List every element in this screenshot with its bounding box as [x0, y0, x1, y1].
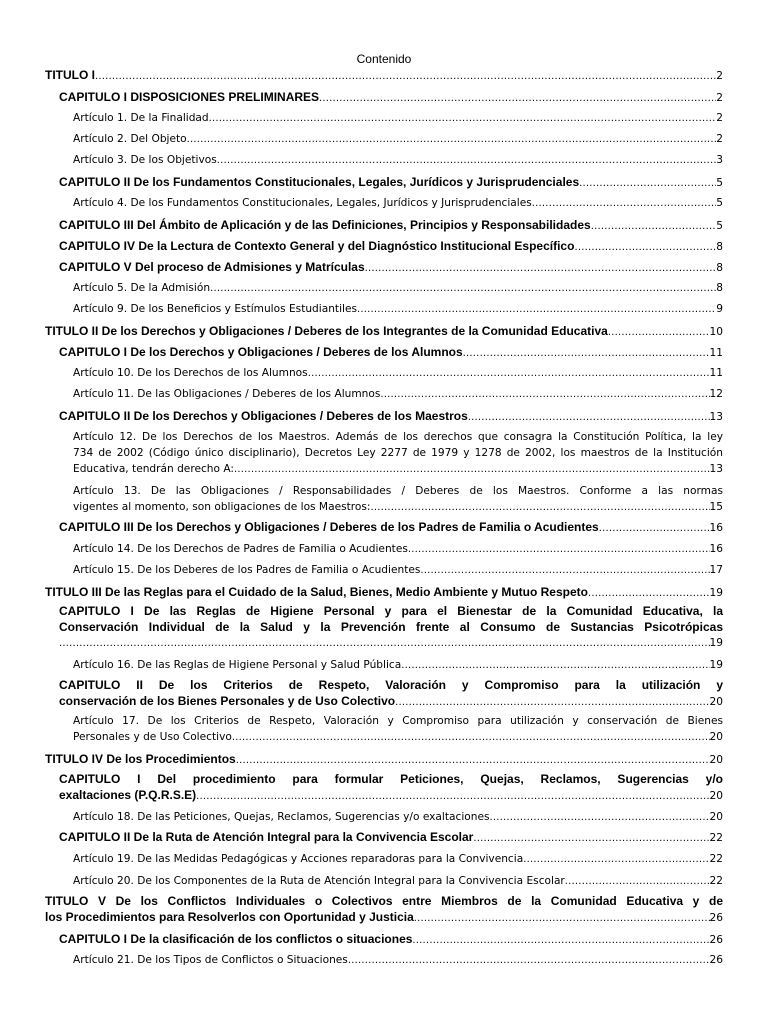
- toc-entry-title: CAPITULO II De los Fundamentos Constitucionales, Legales, Jurídicos y Jurisprudenciales: [59, 175, 580, 189]
- toc-entry-articulo[interactable]: [73, 873, 723, 890]
- dot-leader: [196, 789, 709, 805]
- toc-page-number: 13: [709, 411, 723, 423]
- toc-entry-title-line: CAPITULO I De las Reglas de Higiene Personal y para el Bienestar de la Comunidad Educativa, la: [59, 604, 723, 618]
- toc-entry-capitulo[interactable]: [59, 408, 723, 426]
- dot-leader: [370, 500, 709, 516]
- toc-entry-capitulo[interactable]: [59, 217, 723, 235]
- toc-page-number: 5: [716, 177, 723, 189]
- toc-page-number: 5: [716, 220, 723, 232]
- toc-entry-capitulo[interactable]: [59, 89, 723, 107]
- dot-leader: [579, 176, 716, 192]
- toc-entry-articulo[interactable]: [73, 562, 723, 579]
- toc-page-number: 26: [709, 912, 723, 924]
- toc-entry-title-line: Conservación Individual de la Salud y la Prevención frente al Consumo de Sustancias Psicotrópicas: [59, 620, 723, 634]
- toc-entry-capitulo[interactable]: [59, 771, 723, 805]
- dot-leader: [532, 196, 716, 212]
- dot-leader: [412, 933, 709, 949]
- dot-leader: [414, 911, 710, 927]
- toc-page-number: 19: [709, 587, 723, 599]
- toc-entry-title: Artículo 14. De los Derechos de Padres de Familia o Acudientes: [73, 543, 408, 555]
- toc-entry-title: TITULO IV De los Procedimientos: [45, 752, 236, 766]
- toc-entry-title-line: Artículo 17. De los Criterios de Respeto, Valoración y Compromiso para utilización y conservación de Bienes: [73, 715, 723, 727]
- toc-entry-title: Artículo 19. De las Medidas Pedagógicas y Acciones reparadoras para la Convivencia: [73, 853, 524, 865]
- dot-leader: [348, 953, 710, 969]
- dot-leader: [95, 69, 716, 85]
- toc-entry-capitulo[interactable]: [59, 603, 723, 652]
- toc-entry-articulo[interactable]: [73, 110, 723, 127]
- toc-entry-articulo[interactable]: [73, 152, 723, 169]
- toc-entry-articulo[interactable]: [73, 131, 723, 148]
- toc-entry-title: Artículo 2. Del Objeto: [73, 133, 187, 145]
- toc-page-number: 9: [716, 303, 723, 315]
- toc-entry-title: CAPITULO III Del Ámbito de Aplicación y de las Definiciones, Principios y Responsabilidades: [59, 218, 591, 232]
- toc-entry-title-line: Personales y de Uso Colectivo: [73, 731, 232, 743]
- toc-page-number: 10: [709, 326, 723, 338]
- toc-page-number: 22: [709, 832, 723, 844]
- toc-entry-articulo[interactable]: [73, 483, 723, 516]
- toc-entry-articulo[interactable]: [73, 386, 723, 403]
- toc-page-number: 20: [709, 731, 723, 743]
- toc-entry-title-line: TITULO V De los Conflictos Individuales o Colectivos entre Miembros de la Comunidad Educativa y de: [45, 894, 723, 908]
- toc-entry-articulo[interactable]: [73, 365, 723, 382]
- toc-page-number: 20: [709, 811, 723, 823]
- toc-entry-capitulo[interactable]: [59, 829, 723, 847]
- toc-page-number: 20: [709, 696, 723, 708]
- toc-entry-title: TITULO I: [45, 68, 95, 82]
- toc-page-number: 22: [709, 853, 723, 865]
- toc-entry-capitulo[interactable]: [59, 344, 723, 362]
- toc-entry-title: CAPITULO I De la clasificación de los conflictos o situaciones: [59, 932, 413, 946]
- dot-leader: [209, 111, 717, 127]
- toc-entry-title: Artículo 18. De las Peticiones, Quejas, Reclamos, Sugerencias y/o exaltaciones: [73, 811, 490, 823]
- toc-entry-title-line: exaltaciones (P.Q.R.S.E): [59, 788, 197, 802]
- toc-entry-title: CAPITULO II De los Derechos y Obligaciones / Deberes de los Maestros: [59, 409, 468, 423]
- toc-entry-title: CAPITULO IV De la Lectura de Contexto General y del Diagnóstico Institucional Específico: [59, 239, 575, 253]
- toc-page-number: 2: [716, 70, 723, 82]
- toc-page-number: 20: [709, 754, 723, 766]
- toc-entry-title: Artículo 10. De los Derechos de los Alumnos: [73, 367, 308, 379]
- toc-page-number: 8: [716, 241, 723, 253]
- toc-entry-title-line: conservación de los Bienes Personales y de Uso Colectivo: [59, 694, 396, 708]
- toc-page-number: 15: [709, 501, 723, 513]
- dot-leader: [187, 132, 717, 148]
- toc-page-number: 19: [709, 659, 723, 671]
- toc-entry-articulo[interactable]: [73, 280, 723, 297]
- toc-page-number: 2: [716, 92, 723, 104]
- toc-entry-title: Artículo 3. De los Objetivos: [73, 154, 217, 166]
- dot-leader: [574, 240, 716, 256]
- toc-entry-articulo[interactable]: [73, 195, 723, 212]
- toc-entry-title: Artículo 20. De los Componentes de la Ruta de Atención Integral para la Convivencia Escolar: [73, 875, 565, 887]
- toc-entry-title: CAPITULO II De la Ruta de Atención Integral para la Convivencia Escolar: [59, 830, 474, 844]
- toc-entry-capitulo[interactable]: [59, 931, 723, 949]
- dot-leader: [408, 542, 710, 558]
- toc-entry-articulo[interactable]: [73, 429, 723, 478]
- toc-entry-capitulo[interactable]: [59, 174, 723, 192]
- toc-entry-title-line: Educativa, tendrán derecho A:: [73, 463, 234, 475]
- toc-page-number: 11: [709, 347, 723, 359]
- toc-entry-title: Artículo 16. De las Reglas de Higiene Personal y Salud Pública: [73, 659, 402, 671]
- dot-leader: [380, 387, 709, 403]
- toc-entry-articulo[interactable]: [73, 657, 723, 674]
- toc-page-number: 26: [709, 934, 723, 946]
- toc-entry-articulo[interactable]: [73, 952, 723, 969]
- dot-leader: [591, 219, 717, 235]
- toc-entry-title-line: Artículo 12. De los Derechos de los Maestros. Además de los derechos que consagra la Constitución Política, la ley: [73, 431, 723, 443]
- toc-entry-titulo[interactable]: [45, 893, 723, 927]
- toc-entry-title: TITULO III De las Reglas para el Cuidado de la Salud, Bienes, Medio Ambiente y Mutuo Respeto: [45, 585, 588, 599]
- toc-entry-titulo[interactable]: [45, 751, 723, 769]
- toc-entry-capitulo[interactable]: [59, 259, 723, 277]
- dot-leader: [236, 753, 710, 769]
- toc-page-number: 5: [716, 197, 723, 209]
- dot-leader: [234, 462, 710, 478]
- dot-leader: [395, 695, 709, 711]
- dot-leader: [473, 831, 709, 847]
- toc-entry-title-line: Artículo 13. De las Obligaciones / Responsabilidades / Deberes de los Maestros. Conforme a las normas: [73, 485, 723, 497]
- dot-leader: [490, 810, 710, 826]
- toc-page-number: 22: [709, 875, 723, 887]
- dot-leader: [599, 521, 710, 537]
- toc-entry-articulo[interactable]: [73, 851, 723, 868]
- dot-leader: [565, 874, 710, 890]
- toc-entry-title-line: CAPITULO I Del procedimiento para formular Peticiones, Quejas, Reclamos, Sugerencias y/o: [59, 772, 723, 786]
- dot-leader: [210, 281, 716, 297]
- toc-entry-titulo[interactable]: [45, 584, 723, 602]
- dot-leader: [319, 91, 716, 107]
- toc-page-number: 11: [709, 367, 723, 379]
- dot-leader: [357, 302, 716, 318]
- dot-leader: [463, 346, 710, 362]
- toc-entry-title: TITULO II De los Derechos y Obligaciones / Deberes de los Integrantes de la Comunidad Educativa: [45, 324, 608, 338]
- toc-entry-title: Artículo 15. De los Deberes de los Padres de Familia o Acudientes: [73, 564, 421, 576]
- toc-entry-title: CAPITULO V Del proceso de Admisiones y Matrículas: [59, 260, 365, 274]
- dot-leader: [588, 586, 710, 602]
- toc-page-number: 16: [709, 522, 723, 534]
- dot-leader: [401, 658, 709, 674]
- toc-page-number: 3: [716, 154, 723, 166]
- toc-page-number: 16: [709, 543, 723, 555]
- toc-page-number: 13: [709, 463, 723, 475]
- dot-leader: [365, 261, 717, 277]
- dot-leader: [420, 563, 709, 579]
- toc-entry-capitulo[interactable]: [59, 519, 723, 537]
- toc-heading: Contenido: [356, 52, 412, 66]
- toc-entry-title: Artículo 21. De los Tipos de Conflictos o Situaciones: [73, 954, 348, 966]
- toc-page-number: 2: [716, 112, 723, 124]
- toc-page-number: 8: [716, 262, 723, 274]
- dot-leader: [232, 730, 710, 746]
- toc-entry-title: Artículo 11. De las Obligaciones / Deberes de los Alumnos: [73, 388, 381, 400]
- dot-leader: [59, 636, 710, 652]
- toc-entry-titulo[interactable]: [45, 67, 723, 85]
- toc-page-number: 2: [716, 133, 723, 145]
- toc-entry-title: CAPITULO I De los Derechos y Obligaciones / Deberes de los Alumnos: [59, 345, 463, 359]
- toc-entry-title-line: vigentes al momento, son obligaciones de los Maestros:: [73, 501, 371, 513]
- toc-entry-title: CAPITULO III De los Derechos y Obligaciones / Deberes de los Padres de Familia o Acudientes: [59, 520, 599, 534]
- toc-entry-articulo[interactable]: [73, 809, 723, 826]
- toc-page-number: 17: [709, 564, 723, 576]
- toc-entry-title: CAPITULO I DISPOSICIONES PRELIMINARES: [59, 90, 320, 104]
- dot-leader: [308, 366, 710, 382]
- toc-entry-title-line: los Procedimientos para Resolverlos con Oportunidad y Justicia: [45, 910, 414, 924]
- toc-entry-title: Artículo 5. De la Admisión: [73, 282, 211, 294]
- dot-leader: [608, 325, 710, 341]
- toc-entry-titulo[interactable]: [45, 323, 723, 341]
- toc-entry-title: Artículo 1. De la Finalidad: [73, 112, 209, 124]
- dot-leader: [523, 852, 709, 868]
- dot-leader: [468, 410, 710, 426]
- toc-page-number: 8: [716, 282, 723, 294]
- toc-entry-title: Artículo 9. De los Beneficios y Estímulos Estudiantiles: [73, 303, 358, 315]
- toc-entry-title: Artículo 4. De los Fundamentos Constitucionales, Legales, Jurídicos y Jurisprudenciales: [73, 197, 532, 209]
- toc-entry-articulo[interactable]: [73, 713, 723, 746]
- toc-entry-capitulo[interactable]: [59, 238, 723, 256]
- toc-page-number: 26: [709, 954, 723, 966]
- toc-page-number: 12: [709, 388, 723, 400]
- toc-page-number: 20: [709, 790, 723, 802]
- toc-page-number: 19: [709, 637, 723, 649]
- toc-entry-title-line: CAPITULO II De los Criterios de Respeto, Valoración y Compromiso para la utilización y: [59, 678, 723, 692]
- toc-entry-title-line: 734 de 2002 (Código único disciplinario), Decretos Ley 2277 de 1979 y 1278 de 2002, los maestros de la Institución: [73, 447, 723, 459]
- toc-entry-articulo[interactable]: [73, 301, 723, 318]
- dot-leader: [217, 153, 716, 169]
- toc-entry-articulo[interactable]: [73, 541, 723, 558]
- toc-entry-capitulo[interactable]: [59, 677, 723, 711]
